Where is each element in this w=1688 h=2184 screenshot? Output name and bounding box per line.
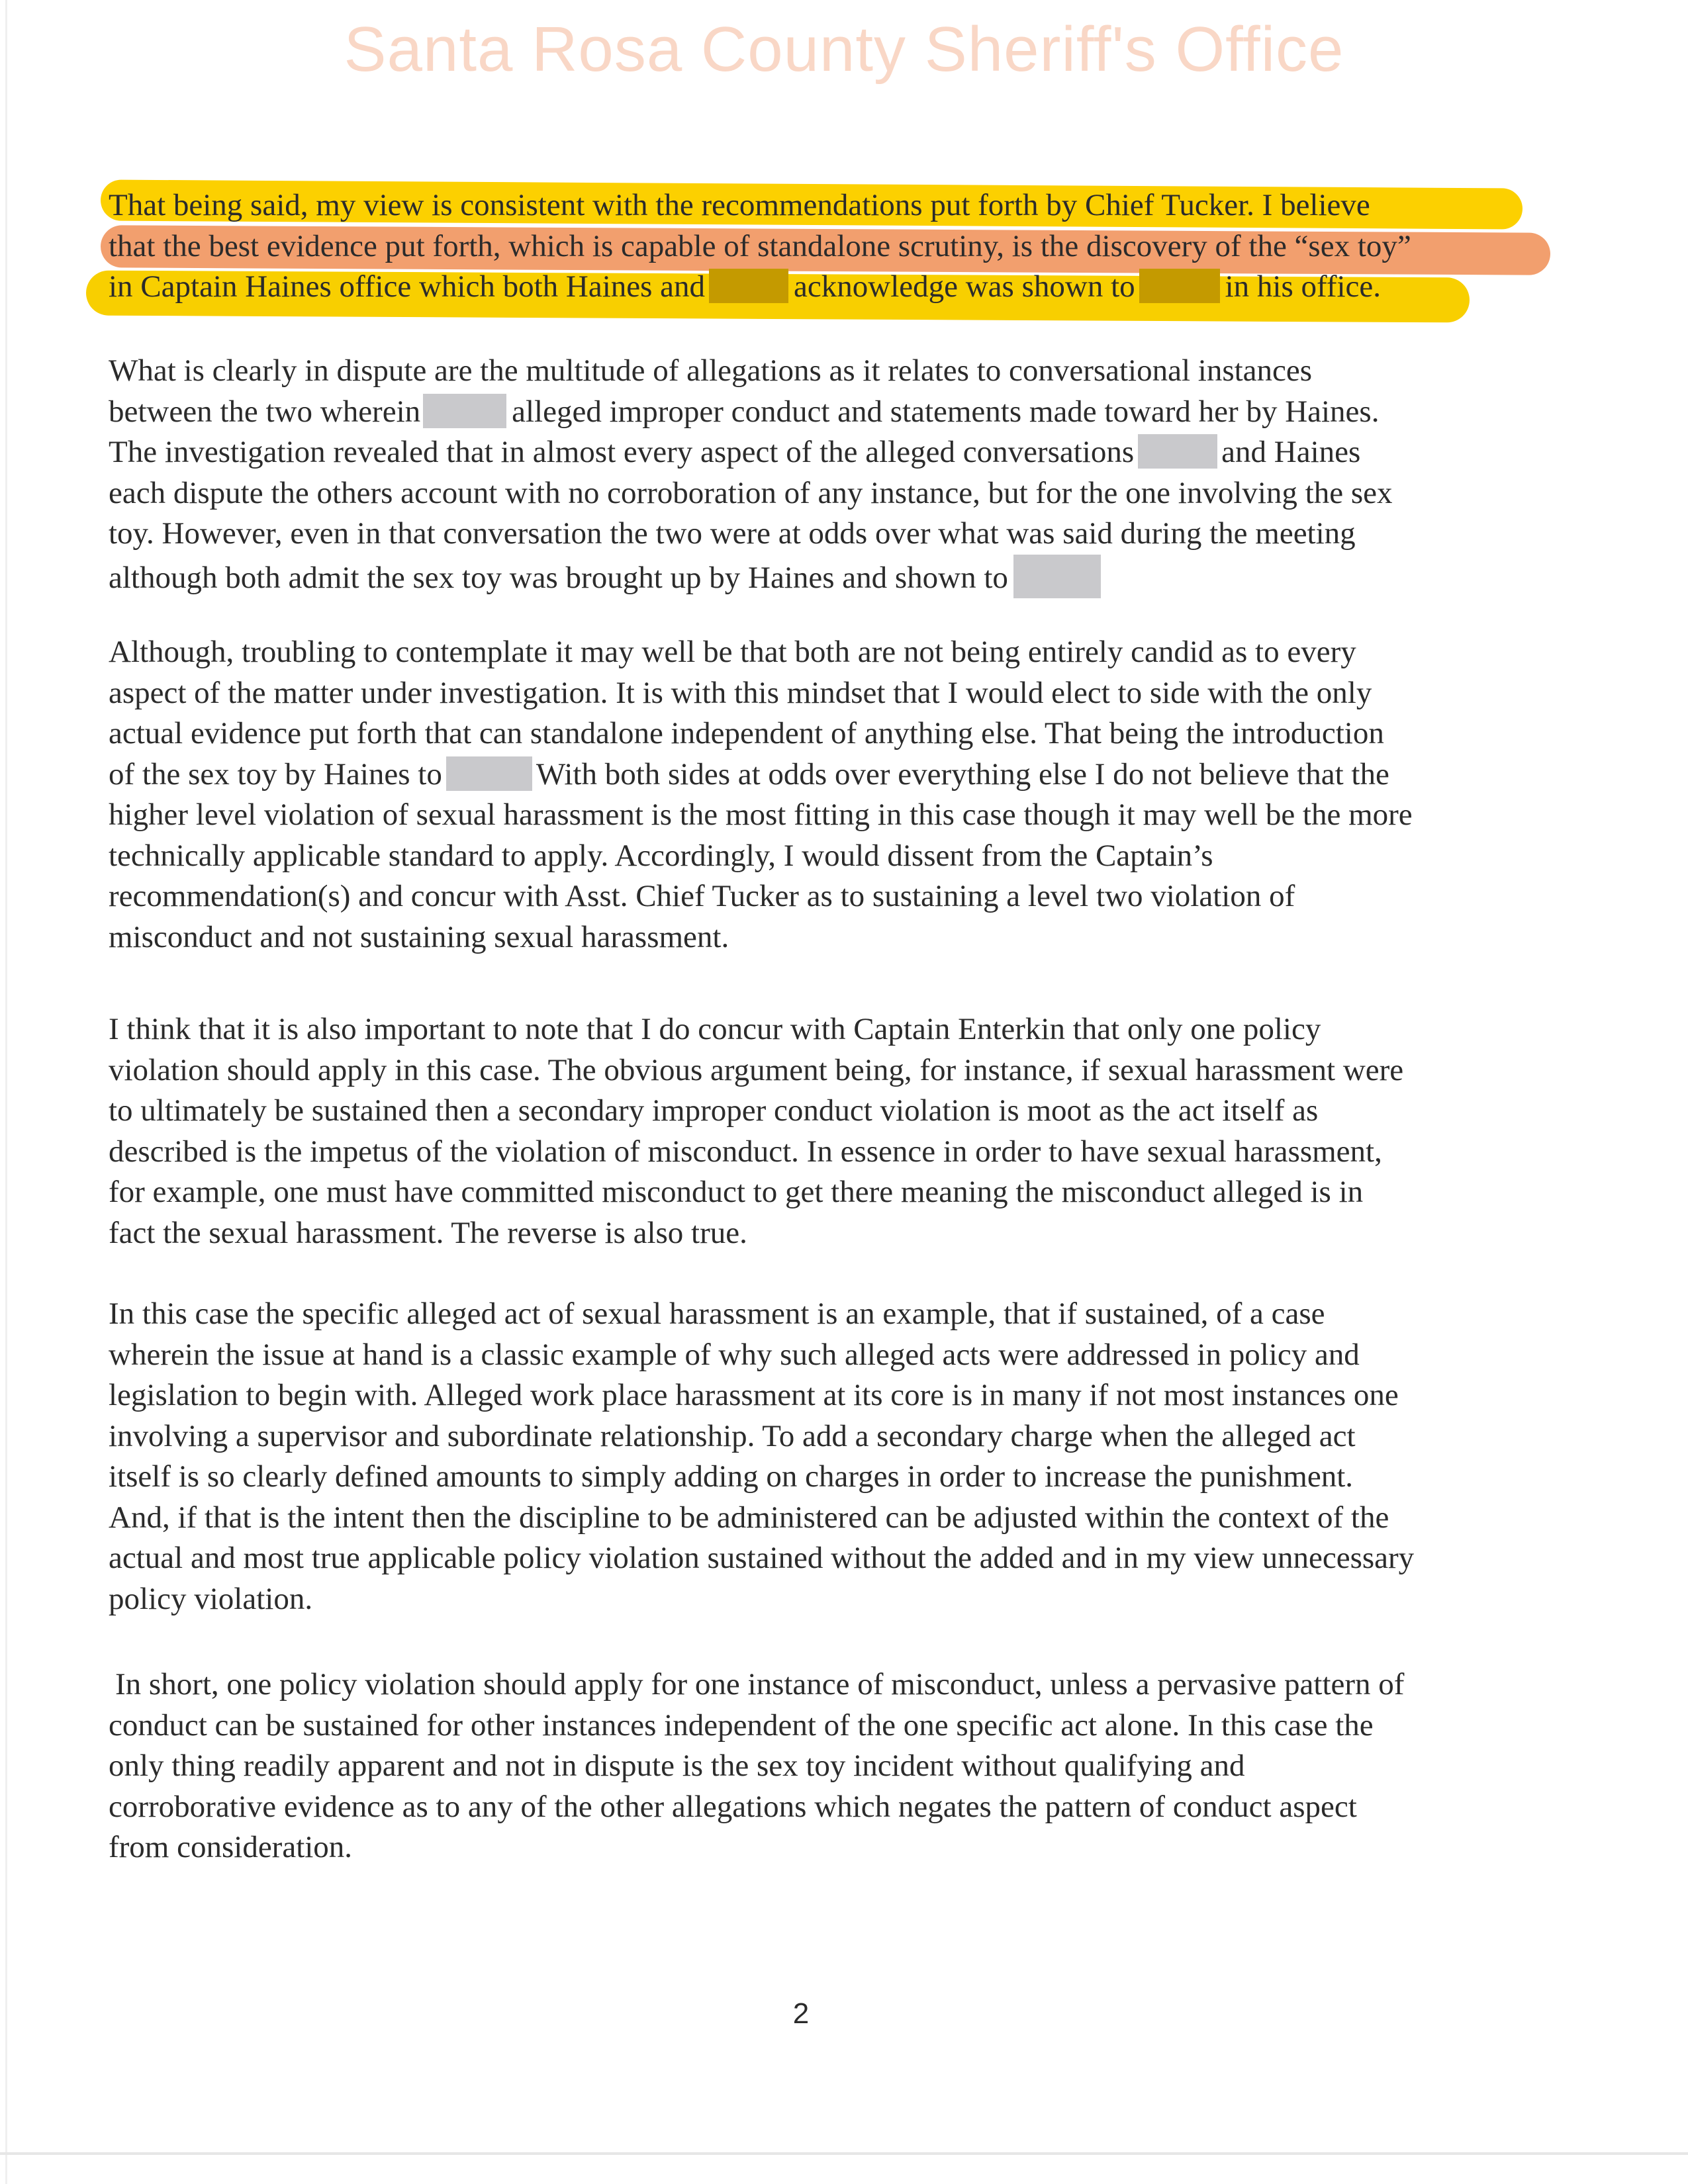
- page-edge: [5, 0, 7, 2184]
- text-line: to ultimately be sustained then a secondary improper conduct violation is moot as the act itself as: [109, 1093, 1319, 1128]
- text-segment: in his office.: [1225, 269, 1382, 304]
- text-line: What is clearly in dispute are the multitude of allegations as it relates to conversational instances: [109, 353, 1313, 388]
- redaction-box: [423, 394, 506, 428]
- page-number: 2: [792, 1997, 810, 2030]
- text-segment: although both admit the sex toy was brought up by Haines and shown to: [109, 560, 1008, 595]
- text-line: recommendation(s) and concur with Asst. Chief Tucker as to sustaining a level two violation of: [109, 879, 1295, 913]
- text-line: [109, 754, 1505, 796]
- redaction-box: [709, 269, 788, 303]
- text-line: That being said, my view is consistent with the recommendations put forth by Chief Tucker. I believe: [109, 188, 1370, 222]
- text-segment: in Captain Haines office which both Haines and: [109, 269, 706, 304]
- text-line: only thing readily apparent and not in dispute is the sex toy incident without qualifying and: [109, 1749, 1245, 1783]
- text-line: And, if that is the intent then the discipline to be administered can be adjusted within the context of the: [109, 1500, 1389, 1535]
- text-segment: between the two wherein: [109, 394, 421, 429]
- page-edge-bottom: [0, 2152, 1688, 2155]
- text-line: actual and most true applicable policy violation sustained without the added and in my view unnecessary: [109, 1541, 1415, 1575]
- text-line: [109, 392, 1505, 433]
- text-line: toy. However, even in that conversation the two were at odds over what was said during the meeting: [109, 516, 1356, 551]
- text-line: described is the impetus of the violation of misconduct. In essence in order to have sexual harassment,: [109, 1134, 1382, 1169]
- text-line: Although, troubling to contemplate it may well be that both are not being entirely candid as to every: [109, 635, 1356, 669]
- text-segment: alleged improper conduct and statements made toward her by Haines.: [512, 394, 1380, 429]
- text-segment: acknowledge was shown to: [794, 269, 1135, 304]
- text-line: higher level violation of sexual harassment is the most fitting in this case though it may well be the more: [109, 797, 1413, 832]
- text-segment: With both sides at odds over everything else I do not believe that the: [536, 756, 1389, 792]
- text-line: each dispute the others account with no corroboration of any instance, but for the one involving the sex: [109, 475, 1393, 510]
- redaction-box: [1013, 555, 1101, 598]
- text-line: misconduct and not sustaining sexual harassment.: [109, 919, 729, 954]
- text-line: corroborative evidence as to any of the other allegations which negates the pattern of conduct aspect: [109, 1789, 1357, 1824]
- text-segment: The investigation revealed that in almost every aspect of the alleged conversations: [109, 435, 1135, 469]
- text-line: [109, 555, 1505, 599]
- paragraph-4: [109, 1009, 1505, 1253]
- paragraph-3: [109, 632, 1505, 958]
- text-line: that the best evidence put forth, which is capable of standalone scrutiny, is the discovery of the “sex toy”: [109, 228, 1411, 263]
- text-line: I think that it is also important to note that I do concur with Captain Enterkin that only one policy: [109, 1012, 1321, 1046]
- paragraph-2: [109, 351, 1505, 598]
- text-line: [109, 432, 1505, 473]
- text-line: involving a supervisor and subordinate relationship. To add a secondary charge when the alleged act: [109, 1418, 1356, 1453]
- text-line: violation should apply in this case. The obvious argument being, for instance, if sexual harassment were: [109, 1052, 1404, 1087]
- text-line: for example, one must have committed misconduct to get there meaning the misconduct alleged is in: [109, 1175, 1364, 1209]
- redaction-box: [1138, 434, 1217, 469]
- text-line: technically applicable standard to apply. Accordingly, I would dissent from the Captain’s: [109, 838, 1213, 873]
- paragraph-6: [109, 1664, 1505, 1868]
- text-line: actual evidence put forth that can standalone independent of anything else. That being the introduction: [109, 716, 1384, 751]
- text-line: from consideration.: [109, 1830, 353, 1864]
- text-segment: of the sex toy by Haines to: [109, 756, 442, 792]
- text-line: conduct can be sustained for other instances independent of the one specific act alone. In this case the: [109, 1707, 1374, 1743]
- text-line: In this case the specific alleged act of sexual harassment is an example, that if sustained, of a case: [109, 1297, 1325, 1331]
- text-line: [109, 267, 1505, 308]
- text-line: aspect of the matter under investigation. It is with this mindset that I would elect to side with the only: [109, 675, 1372, 710]
- text-line: itself is so clearly defined amounts to simply adding on charges in order to increase the punishment.: [109, 1459, 1353, 1494]
- paragraph-5: [109, 1294, 1505, 1619]
- text-line: wherein the issue at hand is a classic example of why such alleged acts were addressed in policy and: [109, 1337, 1360, 1372]
- text-line: policy violation.: [109, 1581, 313, 1616]
- text-line: legislation to begin with. Alleged work place harassment at its core is in many if not most instances one: [109, 1378, 1399, 1412]
- redaction-box: [1139, 269, 1220, 303]
- text-segment: and Haines: [1221, 435, 1361, 469]
- text-line: fact the sexual harassment. The reverse is also true.: [109, 1215, 747, 1250]
- paragraph-1: [109, 185, 1505, 308]
- text-line: In short, one policy violation should apply for one instance of misconduct, unless a pervasive pattern of: [115, 1667, 1405, 1702]
- letterhead-title: Santa Rosa County Sheriff's Office: [344, 14, 1344, 85]
- redaction-box: [446, 756, 532, 791]
